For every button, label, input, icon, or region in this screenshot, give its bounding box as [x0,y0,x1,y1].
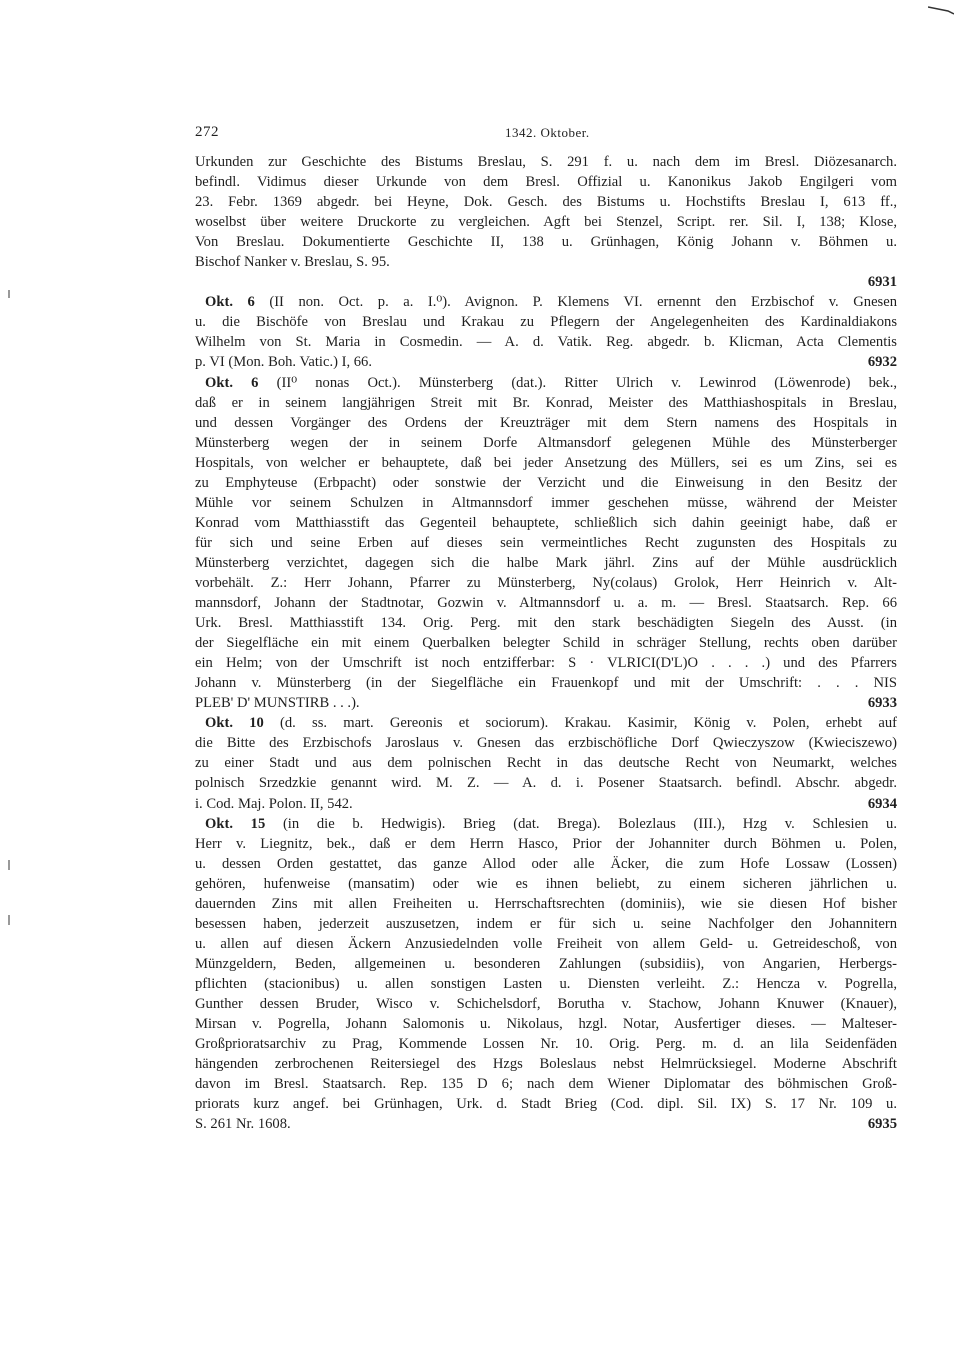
text-line: zu Emphyteuse (Erbpacht) oder sonstwie der Verzicht und die Einweisung in den Besitz der [195,474,897,491]
margin-mark [8,290,10,298]
entry-date: Okt. 10 [205,715,264,732]
text-line: dauernden Zins mit allen Freiheiten u. Herrschaftsrechten (dominiis), wie sie diesen Hof bisher [195,895,897,912]
text-line: Münzgeldern, Beden, allgemeinen u. besonderen Zahlungen (subsidiis), von Angarien, Herbergs- [195,955,897,972]
entry-number: 6935 [867,1116,897,1133]
entry-text: (II non. Oct. p. a. I.⁰). Avignon. P. Klemens VI. ernennt den Erzbischof v. Gnesen [254,294,897,311]
text-line: Von Breslau. Dokumentierte Geschichte II, 138 u. Grünhagen, König Johann v. Böhmen u. [195,234,897,251]
scan-corner-mark [928,2,954,12]
text-line: für sich und seine Erben auf dieses sein vermeintliches Recht zugunsten des Hospitals zu [195,534,897,551]
entry-number: 6933 [867,695,897,712]
text-line: u. dessen Orden gestattet, das ganze Allod oder alle Äcker, die zum Hofe Lossaw (Lossen) [195,855,897,872]
text-line: die Bitte des Erzbischofs Jaroslaus v. Gnesen das erzbischöfliche Dorf Qwieczyszow (Kwieciszewo) [195,735,897,752]
text-line: zu einer Stadt und aus dem polnischen Recht in das deutsche Recht von Neumarkt, welches [195,755,897,772]
text-line: daß er in seinem langjährigen Streit mit Br. Konrad, Meister des Matthiashospitals in Breslau, [195,394,897,411]
text-line: Münsterberg verzichtet, dagegen sich die halbe Mark jährl. Zins auf der Mühle ausdrücklich [195,554,897,571]
text-line: der Siegelfläche ein mit einem Querbalken belegter Schild in schräger Stellung, rechts oben darüber [195,635,897,652]
text-line: und dessen Vorgänger des Ordens der Kreuzträger mit dem Stern namens des Hospitals in [195,414,897,431]
text-line: Bischof Nanker v. Breslau, S. 95. [195,254,390,271]
text-line: davon im Bresl. Staatsarch. Rep. 135 D 6; nach dem Wiener Diplomatar des böhmischen Groß- [195,1076,897,1093]
entry-text: (in die b. Hedwigis). Brieg (dat. Brega). Bolezlaus (III.), Hzg v. Schlesien u. [265,815,898,832]
entry-date: Okt. 15 [205,815,266,832]
text-line: PLEB' D' MUNSTIRB . . .). [195,695,360,712]
text-line: hängenden zerbrochenen Reitersiegel des Hzgs Boleslaus nebst Helmrücksiegel. Moderne Abschrift [195,1056,897,1073]
text-line: Mühle vor seinem Schulzen in Altmannsdorf immer geschehen müsse, während der Meister [195,494,897,511]
margin-mark [8,915,10,925]
text-line: Mirsan v. Pogrella, Johann Salomonis u. Nikolaus, hzgl. Notar, Ausfertiger dieses. — Malteser- [195,1016,897,1033]
text-line: befindl. Vidimus dieser Urkunde von dem Bresl. Offizial u. Kanonikus Jakob Engilgeri vom [195,174,897,191]
entry-first-line [195,373,897,393]
text-line: Gunther dessen Bruder, Wisco v. Schichelsdorf, Borutha v. Stachow, Johann Knuwer (Knauer), [195,995,897,1012]
text-line: p. VI (Mon. Boh. Vatic.) I, 66. [195,354,373,371]
text-line: Hospitals, von welcher er behauptete, daß bei jeder Ansetzung des Müllers, sei es um Zins, sei es [195,454,897,471]
text-line: 23. Febr. 1369 abgedr. bei Heyne, Dok. Gesch. des Bistums u. Hochstifts Breslau I, 613 ff., [195,194,897,211]
text-line: ein Helm; von der Umschrift ist noch entzifferbar: S · VLRICI(D'L)O . . . .) und des Pfarrers [195,655,897,672]
entry-text: (II⁰ nonas Oct.). Münsterberg (dat.). Ritter Ulrich v. Lewinrod (Löwenrode) bek., [258,374,897,391]
text-line: Urk. Bresl. Matthiasstift 134. Orig. Perg. mit den stark beschädigten Siegeln des Ausst. (in [195,615,897,632]
page-body [195,152,897,1134]
text-line: u. die Bischöfe von Breslau und Krakau zu Pflegern der Angelegenheiten des Kardinaldiakons [195,314,897,331]
entry-date: Okt. 6 [205,374,259,391]
text-line: i. Cod. Maj. Polon. II, 542. [195,795,353,812]
entry-first-line [195,814,897,834]
running-head: 1342. Oktober. [505,125,590,140]
text-line: besessen haben, jederzeit auszusetzen, indem er für sich u. seine Nachfolger den Johannitern [195,915,897,932]
entry-first-line [195,713,897,733]
text-line: priorats kurz angef. bei Grünhagen, Urk. d. Stadt Brieg (Cod. dipl. Sil. IX) S. 17 Nr. 109 u. [195,1096,897,1113]
text-line: gehören, hufenweise (mansatim) oder wie es ihnen beliebt, zu einem sicheren jährlichen u. [195,875,897,892]
entry-number: 6932 [867,354,897,371]
text-line: u. allen auf diesen Äckern Anzusiedelnden volle Freiheit von allem Geld- u. Getreideschoß, von [195,935,897,952]
text-line: Münsterberg wegen der in seinem Dorfe Altmansdorf gelegenen Mühle des Münsterberger [195,434,897,451]
text-line: Johann v. Münsterberg (in der Siegelfläche ein Frauenkopf und mit der Umschrift: . . . NIS [195,675,897,692]
page-number: 272 [195,124,219,140]
text-line: vorbehält. Z.: Herr Johann, Pfarrer zu Münsterberg, Ny(colaus) Grolok, Herr Heinrich v. Alt- [195,574,897,591]
text-line: S. 261 Nr. 1608. [195,1116,291,1133]
text-line: pflichten (stacionibus) u. allen sonstigen Lasten u. Diensten verleiht. Z.: Hencza v. Pogrella, [195,975,897,992]
entry-last-line [195,352,897,372]
entry-text: (d. ss. mart. Gereonis et sociorum). Krakau. Kasimir, König v. Polen, erhebt auf [263,715,897,732]
margin-mark [8,860,10,870]
text-line: mannsdorf, Johann der Stadtnotar, Gozwin v. Altmannsdorf u. a. m. — Bresl. Staatsarch. Rep. 66 [195,595,897,612]
entry-number: 6931 [867,274,897,291]
text-line: Großprioratsarchiv zu Prag, Kommende Lossen Nr. 10. Orig. Perg. m. d. an lila Seidenfäden [195,1036,897,1053]
entry-last-line [195,794,897,814]
text-line: Herr v. Liegnitz, bek., daß er dem Herrn Hasco, Prior der Johanniter durch Böhmen u. Polen, [195,835,897,852]
text-line: Urkunden zur Geschichte des Bistums Breslau, S. 291 f. u. nach dem im Bresl. Diözesanarch. [195,154,897,170]
entry-first-line [195,292,897,312]
text-line: polnisch Srzedzkie genannt wird. M. Z. — A. d. i. Posener Staatsarch. befindl. Abschr. abgedr. [195,775,897,792]
entry-number: 6934 [867,795,897,812]
text-line: woselbst über weitere Druckorte zu vergleichen. Agft bei Stenzel, Script. rer. Sil. I, 138; Klose, [195,214,897,231]
text-line: Wilhelm von St. Maria in Cosmedin. — A. d. Vatik. Reg. abgedr. b. Klicman, Acta Clementis [195,334,897,351]
entry-last-line [195,693,897,713]
entry-date: Okt. 6 [205,294,255,311]
entry-last-line [195,1114,897,1134]
text-line: Konrad vom Matthiasstift das Gegenteil behauptete, schließlich sich dahin geeinigt habe, daß er [195,514,897,531]
